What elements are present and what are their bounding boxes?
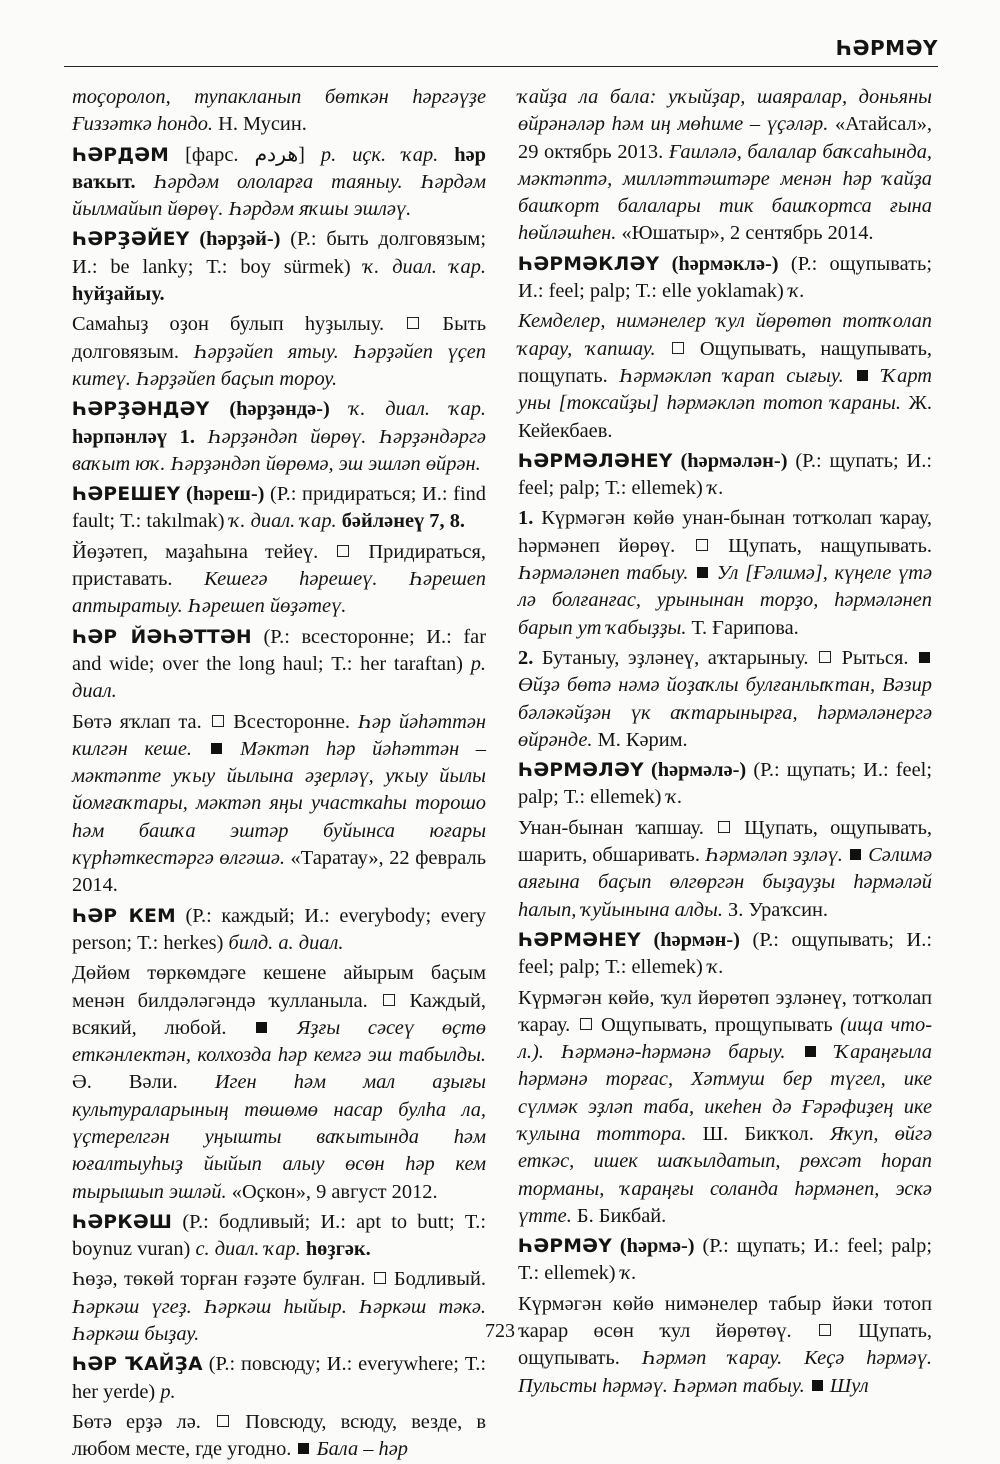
bold-text: (һәрҙәй-): [189, 228, 281, 251]
dictionary-paragraph: [72, 481, 486, 536]
dictionary-paragraph: [72, 1351, 486, 1406]
bold-text: (һәрмәклә-): [659, 252, 779, 275]
plain-text: [фарс. هردم]: [169, 143, 321, 166]
headword: ҺӘРМӘҮ: [518, 1236, 612, 1258]
plain-text: (Р.: придираться; И.: find fault; Т.: takılmak): [72, 483, 486, 533]
bold-text: (һәрмә-): [612, 1235, 695, 1258]
plain-text: [710, 562, 717, 584]
italic-text: Һәрҙәндәп йөрөү. Һәрҙәндәргә ваҡыт юҡ. Һәрҙәндәп йөрөмә, эш эшләп өйрән.: [72, 425, 486, 475]
plain-text: Күрмәгән көйө унан-бынан тотҡолап ҡарау, һәрмәнеп йөрөү.: [518, 507, 932, 557]
plain-text: (Р.: щупать; И.: feel; palp; Т.: ellemek): [518, 1235, 932, 1285]
dictionary-paragraph: [518, 815, 932, 924]
italic-text: р.: [160, 1380, 176, 1403]
italic-text: ҡайҙа ла бала: уҡыйҙар, шаяралар, доньяны өйрәнәләр һәм иң мөһиме – үҫәләр.: [518, 86, 932, 136]
italic-text: Өйҙә бөтә нәмә йоҙаҡлы булғанлыҡтан, Вәзир бәләкәйҙән үк аҡтарынырға, һәрмәләнергә өйрәнде.: [518, 674, 932, 751]
dictionary-paragraph: [72, 539, 486, 621]
plain-text: (Р.: ощупывать; И.: feel; palp; Т.: ellemek): [518, 928, 932, 979]
plain-text: Повсюду, всюду, везде, в любом месте, где угодно.: [72, 1410, 486, 1461]
plain-text: Каждый, всякий, любой.: [72, 989, 487, 1039]
plain-text: (Р.: ощупывать; И.: feel; palp; Т.: elle yoklamak): [518, 252, 933, 303]
translation-marker-icon: [212, 715, 224, 727]
plain-text: [136, 171, 154, 193]
plain-text: [269, 1017, 297, 1039]
dictionary-paragraph: [72, 1409, 486, 1464]
dictionary-paragraph: [72, 84, 486, 139]
plain-text: З. Ураҡсин.: [722, 898, 828, 921]
italic-text: Һәрмәләнеп табыу.: [518, 562, 689, 585]
plain-text: Бөтә ерҙә лә.: [72, 1410, 216, 1433]
plain-text: Т. Ғарипова.: [686, 616, 799, 639]
plain-text: Всесторонне.: [225, 710, 358, 733]
headword: ҺӘР ЙӘҺӘТТӘН: [72, 626, 252, 648]
translation-marker-icon: [407, 317, 419, 329]
translation-marker-icon: [580, 1018, 592, 1030]
bold-text: (һәрмәлән-): [672, 449, 788, 472]
plain-text: Щупать, нащупывать.: [709, 534, 932, 557]
dictionary-paragraph: [518, 251, 932, 306]
plain-text: «Юшатыр», 2 сентябрь 2014.: [616, 222, 874, 245]
headword: ҺӘР ҠАЙҘА: [72, 1354, 203, 1376]
plain-text: [818, 1041, 835, 1063]
plain-text: Һөҙә, төкөй торған ғәҙәте булған.: [72, 1268, 372, 1291]
plain-text: Рыться.: [833, 646, 917, 669]
running-head: ҺӘРМӘҮ: [835, 36, 938, 60]
plain-text: Ж. Кейекбаев.: [518, 392, 932, 442]
plain-text: Бутаныу, эҙләнеү, аҡтарыныу.: [533, 646, 818, 669]
italic-text: Кемделер, нимәнелер ҡул йөрөтөп тотҡолап ҡарау, ҡапшау.: [518, 310, 932, 360]
translation-marker-icon: [217, 1415, 229, 1427]
italic-text: Иген һәм мал аҙығы культураларының төшөмө насар булһа ла, үҫтерелгән уңышты ваҡытында һәм юғалтыуһыҙ йыйып алыу өсөн һәр кем тырышып эшләй.: [72, 1071, 486, 1203]
italic-text: Яҡуп, өйгә еткәс, ишек шаҡылдатып, рөхсәт һорап торманы, ҡараңғы соланда һәрмәнеп, эскә үтте.: [518, 1122, 932, 1227]
dictionary-paragraph: [72, 624, 486, 706]
italic-text: ҡ.: [707, 477, 724, 500]
plain-text: Самаһыҙ оҙон булып һуҙылыу.: [72, 313, 406, 336]
example-marker-icon: [805, 1046, 816, 1057]
italic-text: ҡ. диал. ҡар.: [229, 510, 342, 533]
plain-text: [195, 426, 208, 448]
headword: ҺӘРМӘНЕҮ: [518, 929, 641, 951]
plain-text: Н. Мусин.: [213, 113, 307, 136]
dictionary-paragraph: [72, 960, 486, 1206]
italic-text: ҡ. диал. ҡар.: [349, 398, 486, 421]
plain-text: (Р.: каждый; И.: everybody; every person; Т.: herkes): [72, 904, 487, 954]
italic-text: Һәрмәп ҡарау. Кеҫә һәрмәү. Пульсты һәрмәү. Һәрмәп табыу.: [518, 1347, 932, 1397]
bold-text: (һәрмән-): [640, 928, 740, 951]
plain-text: [786, 1041, 803, 1063]
dictionary-paragraph: [72, 226, 486, 308]
headword: ҺӘРМӘЛӘҮ: [518, 760, 644, 782]
example-marker-icon: [211, 743, 222, 754]
plain-text: Ш. Бикҡол.: [686, 1122, 830, 1145]
plain-text: М. Кәрим.: [592, 728, 688, 751]
example-marker-icon: [857, 370, 868, 381]
dictionary-paragraph: [518, 927, 932, 982]
plain-text: Ощупывать, прощупывать: [593, 1013, 841, 1036]
plain-text: «Таратау», 22 февраль 2014.: [72, 847, 487, 897]
plain-text: Ощупывать, нащупывать, пощупать.: [518, 337, 932, 387]
plain-text: Йөҙәтеп, маҙаһына тейеү.: [72, 540, 336, 563]
plain-text: (Р.: щупать; И.: feel; palp; Т.: ellemek): [518, 449, 932, 500]
example-marker-icon: [919, 652, 930, 663]
dictionary-paragraph: [518, 985, 932, 1231]
italic-text: Яҙғы сәсеү өҫтө еткәнлектән, колхозда һәр кемгә эш табылды.: [72, 1016, 486, 1067]
italic-text: ҡ. диал. ҡар.: [363, 255, 487, 278]
italic-text: Мәктәп һәр йәһәттән – мәктәпте уҡыу йылына әҙерләү, уҡыу йылы йомғаҡтары, мәктәп яңы участкаһы торошо һәм башҡа эштәр буйынса юғары күрһәткестәргә өлгәшә.: [72, 737, 486, 870]
bold-text: 1.: [518, 507, 534, 530]
plain-text: «Оҫкон», 9 август 2012.: [226, 1180, 438, 1203]
headword: ҺӘР КЕМ: [72, 905, 176, 927]
italic-text: Һәр йәһәттән килгән кеше.: [72, 710, 487, 760]
italic-text: Ҡараңғыла һәрмәнә торғас, Хәтмуш бер түгел, ике сүлмәк эҙләп таба, икеһен дә Ғәрәфиҙең ике ҡулына тоттора.: [518, 1041, 932, 1145]
plain-text: [224, 738, 241, 760]
italic-text: Һәрҙәйеп ятыу. Һәрҙәйеп үҫеп китеү. Һәрҙәйеп баҫып тороу.: [72, 340, 486, 390]
dictionary-paragraph: [518, 645, 932, 754]
plain-text: Бодливый.: [387, 1268, 487, 1291]
headword: ҺӘРҘӘНДӘҮ: [72, 399, 210, 421]
italic-text: ҡ.: [788, 280, 805, 303]
example-marker-icon: [298, 1443, 309, 1454]
dictionary-paragraph: [72, 709, 486, 900]
dictionary-paragraph: [518, 448, 932, 503]
dictionary-paragraph: [518, 308, 932, 444]
plain-text: [844, 365, 856, 387]
example-marker-icon: [850, 849, 861, 860]
italic-text: ҡ.: [620, 1262, 637, 1285]
dictionary-paragraph: [518, 505, 932, 641]
plain-text: Щупать, ощупывать, шарить, обшаривать.: [518, 816, 932, 867]
plain-text: [843, 844, 848, 866]
headword: ҺӘРҘӘЙЕҮ: [72, 229, 190, 251]
italic-text: ҡ.: [666, 786, 683, 809]
plain-text: (Р.: бодливый; И.: apt to butt; Т.: boynuz vuran): [72, 1210, 486, 1261]
plain-text: Дөйөм төркөмдәге кешене айырым баҫым менән билдәләгәндә ҡулланыла.: [72, 962, 486, 1012]
translation-marker-icon: [337, 545, 349, 557]
right-column: [518, 84, 932, 1400]
italic-text: Һәркәш үгеҙ. Һәркәш һыйыр. Һәркәш тәкә. Һәркәш быҙау.: [72, 1295, 486, 1346]
italic-text: с. диал. ҡар.: [195, 1238, 306, 1261]
example-marker-icon: [812, 1380, 823, 1391]
italic-text: р. иҫк. ҡар.: [320, 143, 455, 166]
translation-marker-icon: [696, 539, 708, 551]
translation-marker-icon: [374, 1272, 386, 1284]
italic-text: Сәлимә аяғына баҫып өлгөргән быҙауҙы һәрмәләй һалып, ҡуйынына алды.: [518, 844, 933, 921]
plain-text: [330, 398, 350, 420]
plain-text: [688, 562, 695, 584]
italic-text: Шул: [829, 1374, 869, 1397]
dictionary-paragraph: [72, 396, 486, 478]
translation-marker-icon: [383, 994, 395, 1006]
bold-text: һуйҙайыу.: [72, 283, 165, 306]
translation-marker-icon: [672, 342, 684, 354]
translation-marker-icon: [718, 821, 730, 833]
dictionary-paragraph: [72, 1209, 486, 1264]
bold-text: (һәрмәлә-): [643, 759, 747, 782]
plain-text: «Атайсал», 29 октябрь 2013.: [518, 113, 932, 163]
plain-text: (Р.: быть долговязым; И.: be lanky; Т.: boy sürmek): [72, 228, 486, 278]
left-column: [72, 84, 486, 1464]
plain-text: (Р.: щупать; И.: feel; palp; Т.: ellemek): [518, 759, 932, 809]
plain-text: (Р.: повсюду; И.: everywhere; Т.: her yerde): [72, 1353, 486, 1403]
italic-text: Кешегә һәрешеү. Һәрешеп аптыратыу. Һәрешеп йөҙәтеү.: [72, 568, 486, 618]
headword: ҺӘРКӘШ: [72, 1211, 173, 1233]
plain-text: [870, 365, 882, 387]
plain-text: Щупать, ощупывать.: [518, 1320, 933, 1370]
headword: ҺӘРМӘКЛӘҮ: [518, 253, 660, 275]
plain-text: [805, 1375, 810, 1397]
italic-text: Һәрдәм ололарға таяныу. Һәрдәм йылмайып йөрөү. Һәрдәм яҡшы эшләү.: [72, 170, 486, 221]
bold-text: (һәреш-): [180, 483, 265, 506]
plain-text: (Р.: всесторонне; И.: far and wide; over the long haul; Т.: her taraftan): [72, 625, 486, 675]
italic-text: Бала – һәр: [316, 1438, 408, 1461]
plain-text: Б. Бикбай.: [571, 1204, 667, 1227]
bold-text: (һәрҙәндә-): [209, 398, 330, 421]
italic-text: Ул [Ғәлимә], күңеле үтә лә болғанғас, урынынан торҙо, һәрмәләнеп барып ут ҡабыҙҙы.: [518, 562, 932, 639]
italic-text: р. диал.: [72, 652, 486, 703]
dictionary-paragraph: [518, 1233, 932, 1288]
header-rule: [64, 66, 938, 67]
plain-text: [656, 338, 670, 360]
dictionary-paragraph: [72, 903, 486, 958]
dictionary-paragraph: [72, 311, 486, 393]
plain-text: Ә. Вәли.: [72, 1071, 215, 1094]
translation-marker-icon: [819, 651, 831, 663]
bold-text: һәр ваҡыт.: [72, 143, 486, 193]
bold-text: һөҙгәк.: [305, 1238, 371, 1261]
plain-text: Придираться, приставать.: [72, 540, 486, 591]
italic-text: тоҫоролоп, тупакланып бөткән һәргәүҙе Ғиззәткә һондо.: [72, 86, 486, 136]
italic-text: Һәрмәләп эҙләү.: [705, 844, 843, 867]
dictionary-paragraph: [518, 84, 932, 248]
bold-text: бәйләнеү 7, 8.: [341, 510, 465, 533]
plain-text: Күрмәгән көйө, ҡул йөрөтөп эҙләнеү, тотҡолап ҡарау.: [518, 986, 932, 1036]
dictionary-paragraph: [518, 1291, 932, 1400]
italic-text: ҡ.: [707, 956, 724, 979]
headword: ҺӘРМӘЛӘНЕҮ: [518, 450, 673, 472]
headword: ҺӘРЕШЕҮ: [72, 484, 181, 506]
example-marker-icon: [256, 1022, 267, 1033]
italic-text: (ища что-л.). Һәрмәнә-һәрмәнә барыу.: [518, 1013, 932, 1064]
bold-text: 2.: [518, 646, 534, 669]
plain-text: Бөтә яҡлап та.: [72, 710, 210, 733]
plain-text: Унан-бынан ҡапшау.: [518, 816, 716, 839]
dictionary-paragraph: [518, 757, 932, 812]
italic-text: Ғаиләлә, балалар баҡсаһында, мәктәптә, милләттәштәре менән һәр ҡайҙа башҡорт балалары тик башҡортса ғына һөйләшһен.: [518, 140, 932, 245]
bold-text: һәрпәнләү 1.: [72, 425, 195, 448]
plain-text: [192, 738, 209, 760]
italic-text: Ҡарт уны [токсайҙы] һәрмәкләп тотоп ҡараны.: [518, 364, 932, 415]
plain-text: Быть долговязым.: [72, 313, 486, 363]
headword: ҺӘРДӘМ: [72, 144, 170, 166]
plain-text: Күрмәгән көйө нимәнелер табыр йәки тотоп ҡарар өсөн ҡул йөрөтөү.: [518, 1292, 932, 1343]
page-number: 723: [485, 1320, 515, 1342]
italic-text: Һәрмәкләп ҡарап сығыу.: [619, 364, 844, 387]
italic-text: билд. а. диал.: [228, 931, 344, 954]
dictionary-paragraph: [72, 142, 486, 224]
example-marker-icon: [697, 567, 708, 578]
